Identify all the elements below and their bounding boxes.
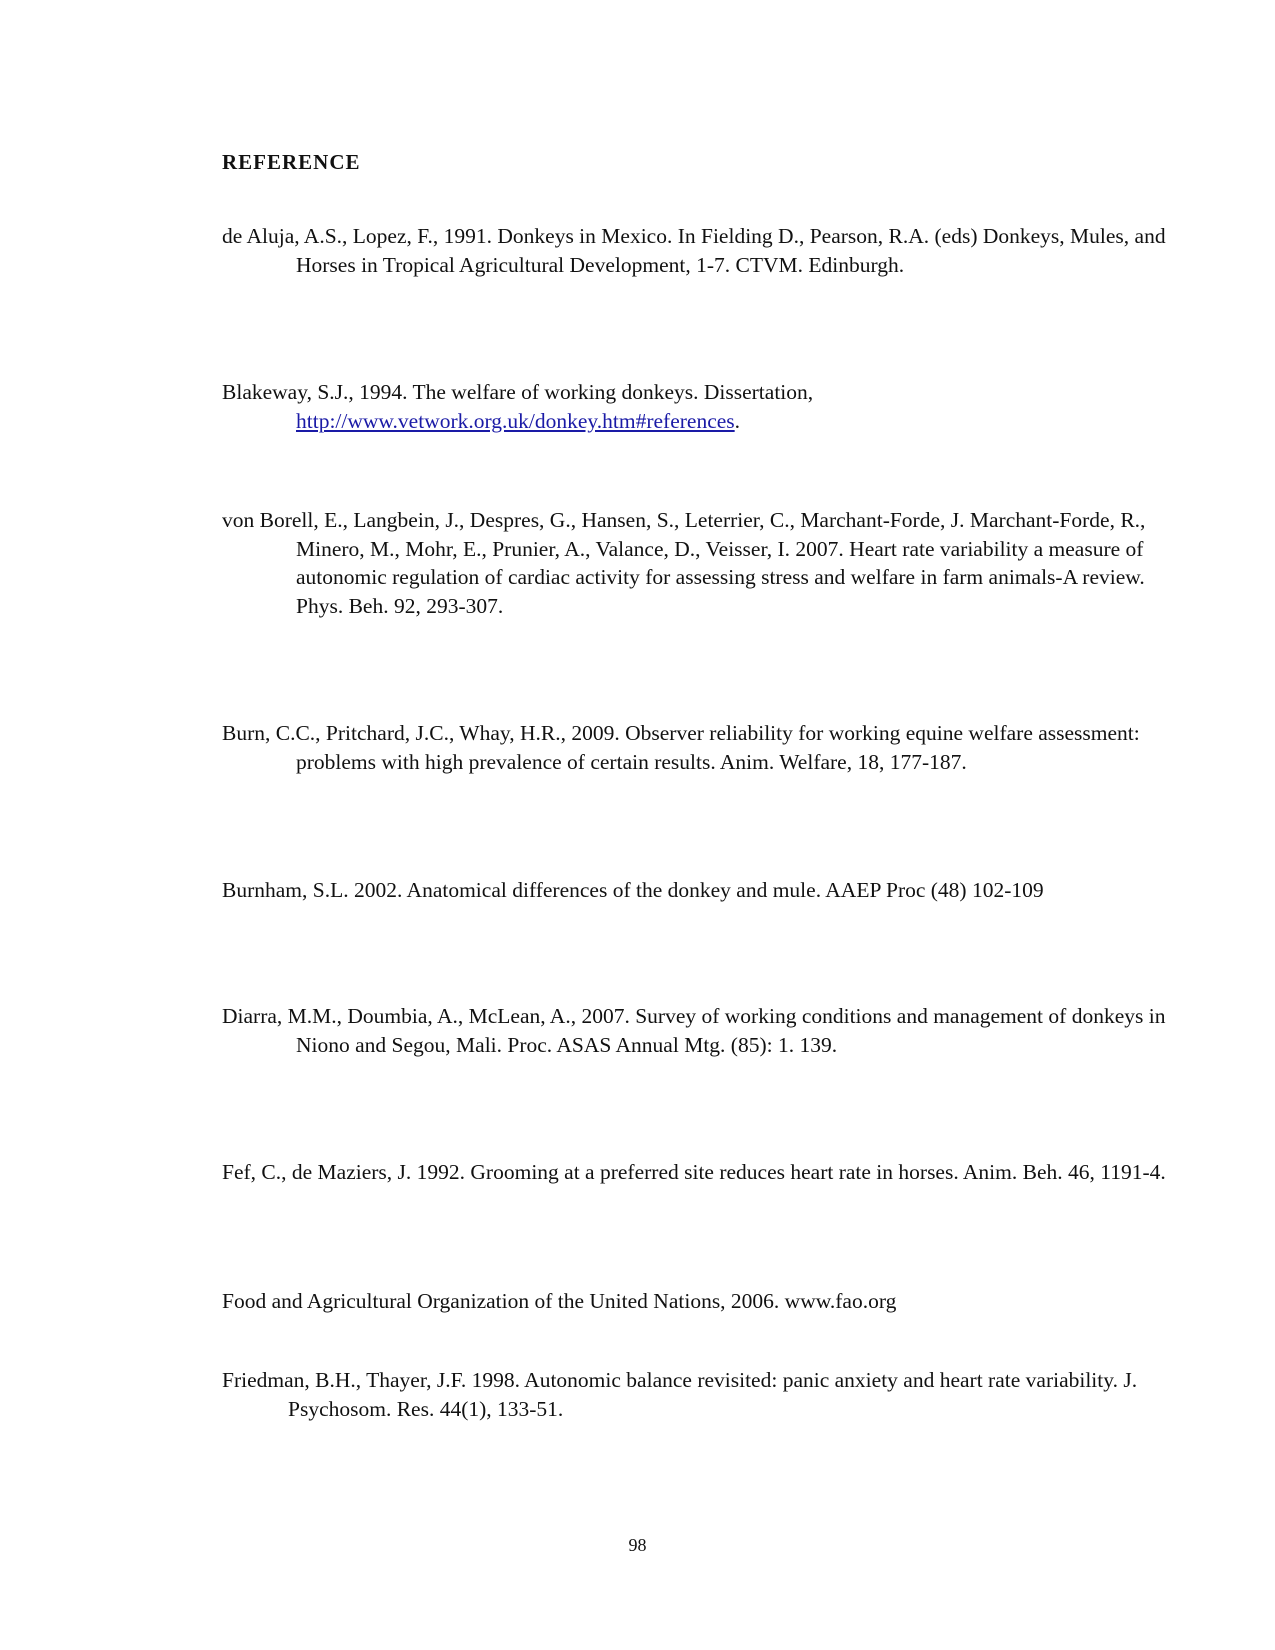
reference-von-borell: von Borell, E., Langbein, J., Despres, G., Hansen, S., Leterrier, C., Marchant-Forde, J. Marchant-Forde, R., Minero, M., Mohr, E., Prunier, A., Valance, D., Veisser, I. 2007. Heart rate variability a measure of autonomic regulation of cardiac activity for assessing stress and welfare in farm animals-A review. Phys. Beh. 92, 293-307. [222,508,1146,618]
reference-diarra: Diarra, M.M., Doumbia, A., McLean, A., 2007. Survey of working conditions and management of donkeys in Niono and Segou, Mali. Proc. ASAS Annual Mtg. (85): 1. 139. [222,1004,1166,1057]
reference-blakeway-link[interactable]: http://www.vetwork.org.uk/donkey.htm#references [296,408,735,433]
reference-friedman: Friedman, B.H., Thayer, J.F. 1998. Autonomic balance revisited: panic anxiety and heart rate variability. J. Psychosom. Res. 44(1), 133-51. [222,1368,1138,1421]
reference-burn: Burn, C.C., Pritchard, J.C., Whay, H.R., 2009. Observer reliability for working equine welfare assessment: problems with high prevalence of certain results. Anim. Welfare, 18, 177-187. [222,721,1140,774]
reference-fef: Fef, C., de Maziers, J. 1992. Grooming at a preferred site reduces heart rate in horses. Anim. Beh. 46, 1191-4. [222,1160,1166,1184]
reference-de-aluja: de Aluja, A.S., Lopez, F., 1991. Donkeys in Mexico. In Fielding D., Pearson, R.A. (eds) Donkeys, Mules, and Horses in Tropical Agricultural Development, 1-7. CTVM. Edinburgh. [222,224,1166,277]
reference-blakeway-period: . [734,408,741,433]
reference-fao: Food and Agricultural Organization of the United Nations, 2006. www.fao.org [222,1289,897,1313]
page-heading: REFERENCE [222,150,361,174]
reference-blakeway-text: Blakeway, S.J., 1994. The welfare of working donkeys. Dissertation, [222,380,814,404]
page-number: 98 [628,1535,647,1555]
reference-blakeway [222,378,1186,435]
reference-burnham: Burnham, S.L. 2002. Anatomical differences of the donkey and mule. AAEP Proc (48) 102-109 [222,878,1044,902]
